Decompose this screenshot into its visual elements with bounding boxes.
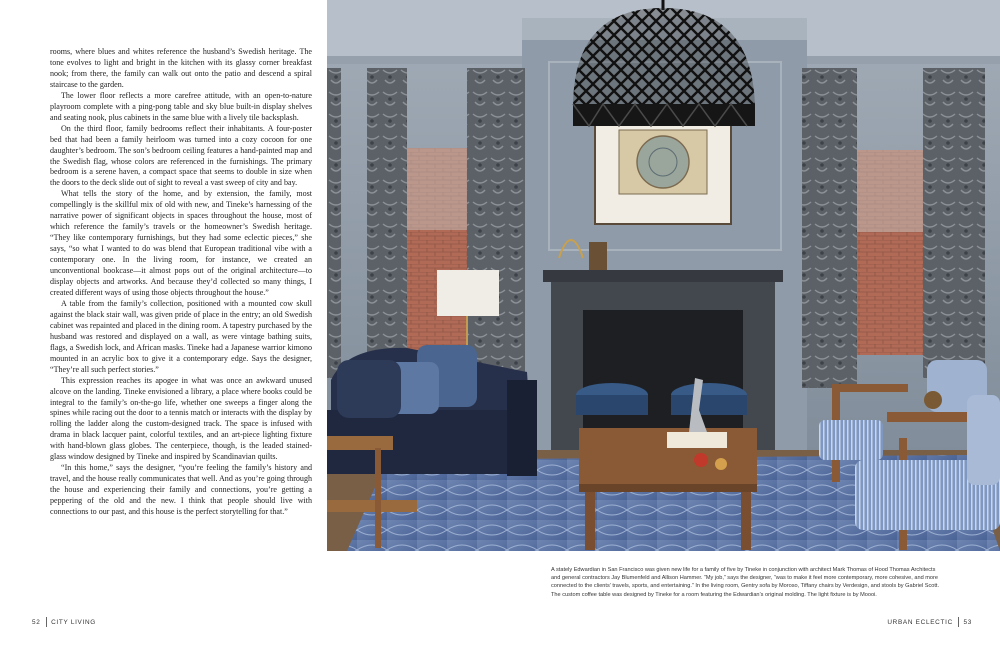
paragraph: What tells the story of the home, and by extension, the family, most compellingly is the skillful mix of old with new, and Tineke’s harnessing of the narrative power of significant objects in spaces throughout the house, most of which reference the family’s travels or the homeowner’s Swedish heritage. “They like contemporary furnishings, but they had some eclectic pieces,” she says, “so what I wanted to do was blend that European traditional vibe with a contemporary one. In the living room, for instance, we created an unconventional bookcase—it almost pops out of the original architecture—to display objects and artworks. And because they’d collected so many things, I created different ways of using those objects throughout the house.” bbox=[50, 189, 312, 297]
folio-divider bbox=[958, 617, 959, 627]
folio-right bbox=[887, 617, 972, 627]
paragraph: rooms, where blues and whites reference the husband’s Swedish heritage. The tone evolves to light and bright in the kitchen with its glassy corner breakfast nook; from there, the family can walk out onto the patio and descend a spiral staircase to the garden. bbox=[50, 47, 312, 89]
section-label: CITY LIVING bbox=[51, 618, 96, 626]
paragraph: On the third floor, family bedrooms reflect their inhabitants. A four-poster bed that had been a family heirloom was turned into a cozy cocoon for one daughter’s bedroom. The son’s bedroom ceiling features a hand-painted map and the Swedish flag, whose colors are referenced in the furnishings. The primary bedroom is a serene haven, a compact space that seems to double in size when the doors to the deck slide out of sight to reveal a vast sweep of city and bay. bbox=[50, 123, 312, 188]
left-page bbox=[0, 0, 327, 647]
folio-divider bbox=[46, 617, 47, 627]
article-body bbox=[50, 47, 312, 518]
folio-left bbox=[32, 617, 96, 627]
page-number: 53 bbox=[963, 618, 972, 626]
page-number: 52 bbox=[32, 618, 41, 626]
photo-caption: A stately Edwardian in San Francisco was given new life for a family of five by Tineke in conjunction with architect Mark Thomas of Hood Thomas Architects and general contractors Jay Blumenfeld and Allison Hammer. “My job,” says the designer, “was to make it feel more contemporary, more cohesive, and more connected to the clients’ travels, sports, and entertaining.” In the living room, Gentry sofa by Moroso, Tiffany chairs by Verdesign, and stools by Gabriel Scott. The custom coffee table was designed by Tineke for a room featuring the Edwardian’s original molding. The light fixture is by Moooi. bbox=[551, 567, 940, 598]
paragraph: A table from the family’s collection, positioned with a mounted cow skull against the black stair wall, was given pride of place in the entry; an old Swedish cabinet was repainted and placed in the dining room. A tapestry purchased by the husband was restored and displayed on a wall, as were vintage bathing suits, flags, a Swedish lock, and African masks. Tineke had a Japanese warrior kimono mounted in an acrylic box to give it a contemporary edge. Says the designer, “They’re all such perfect stories.” bbox=[50, 298, 312, 374]
section-label: URBAN ECLECTIC bbox=[887, 618, 953, 626]
paragraph: “In this home,” says the designer, “you’re feeling the family’s history and travel, and the house really communicates that well. And as you’re going through the house and experiencing their family and connections, you’re getting a peppering of the old and the new. I think that people should live with connections to our past, and this house is the perfect storytelling for that.” bbox=[50, 463, 312, 517]
living-room-photo bbox=[327, 0, 1000, 551]
paragraph: The lower floor reflects a more carefree attitude, with an open-to-nature playroom complete with a ping-pong table and sky blue built-in display shelves and seating nook, plus cabinets in the same blue with a lively tile backsplash. bbox=[50, 90, 312, 122]
paragraph: This expression reaches its apogee in what was once an awkward unused alcove on the landing. Tineke envisioned a library, a place where books could be integral to the family’s on-the-go life, whether one sweeps a finger along the spines while racing out the door to a tennis match or interacts with the display by rolling the ladder along the custom-designed track. The space is infused with drama in black lacquer paint, colorful textiles, and an art-piece lighting fixture with hand-blown glass globes. The centerpiece, though, is the leaded stained-glass window designed by Tineke and inspired by Scandinavian quilts. bbox=[50, 375, 312, 462]
